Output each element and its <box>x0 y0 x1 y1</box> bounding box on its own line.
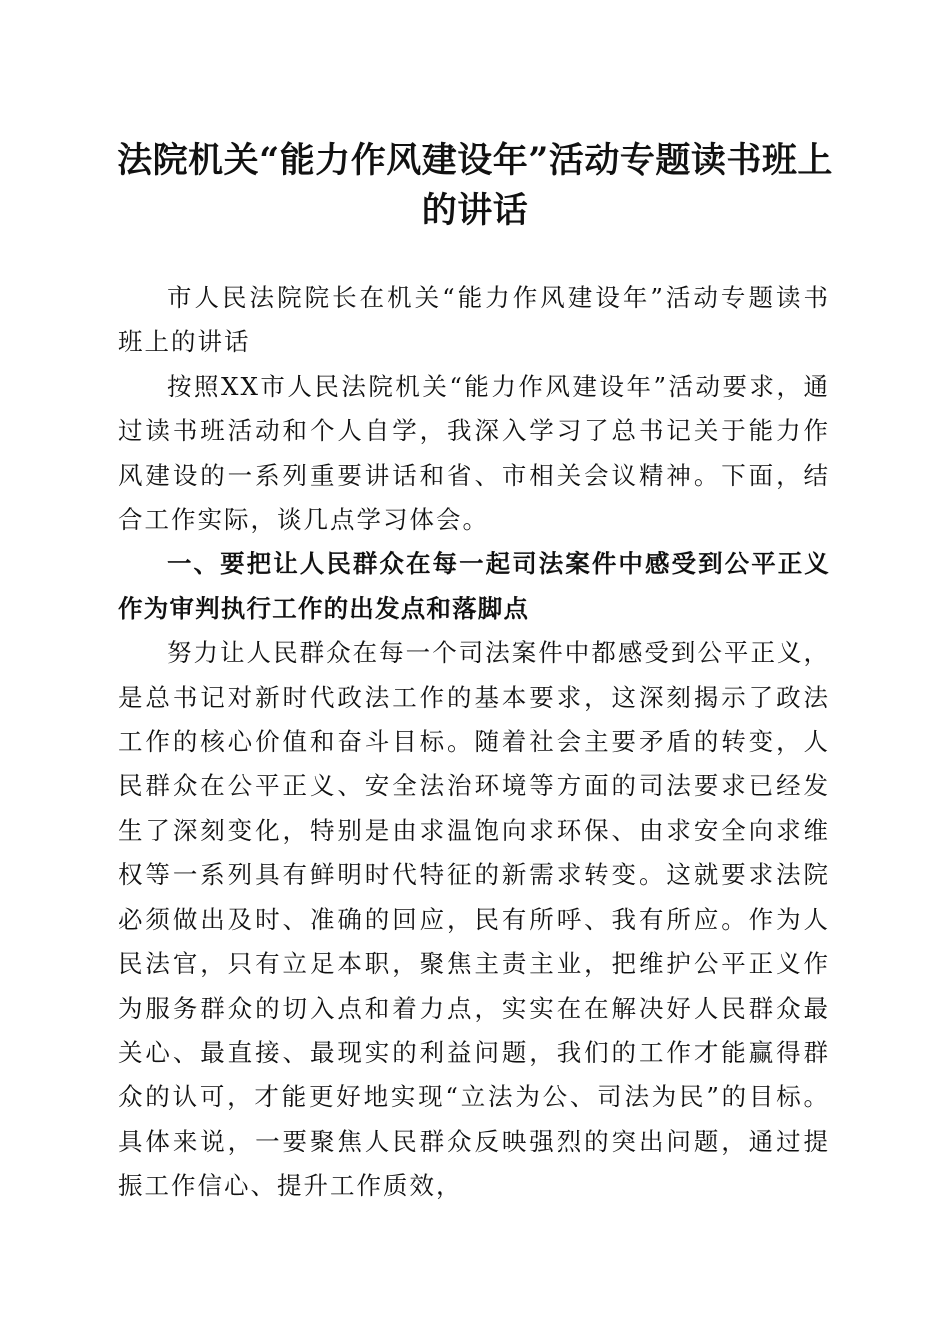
document-body <box>118 276 830 1209</box>
speech-subtitle-paragraph: 市人民法院院长在机关“能力作风建设年”活动专题读书班上的讲话 <box>118 283 830 357</box>
body-paragraph: 努力让人民群众在每一个司法案件中都感受到公平正义，是总书记对新时代政法工作的基本要求，这深刻揭示了政法工作的核心价值和奋斗目标。随着社会主要矛盾的转变，人民群众在公平正义、安全法治环境等方面的司法要求已经发生了深刻变化，特别是由求温饱向求环保、由求安全向求维权等一系列具有鲜明时代特征的新需求转变。这就要求法院必须做出及时、准确的回应，民有所呼、我有所应。作为人民法官，只有立足本职，聚焦主责主业，把维护公平正义作为服务群众的切入点和着力点，实实在在解决好人民群众最关心、最直接、最现实的利益问题，我们的工作才能赢得群众的认可，才能更好地实现“立法为公、司法为民”的目标。具体来说，一要聚焦人民群众反映强烈的突出问题，通过提振工作信心、提升工作质效， <box>118 638 830 1201</box>
document-title: 法院机关“能力作风建设年”活动专题读书班上的讲话 <box>117 140 833 231</box>
section-heading-1: 一、要把让人民群众在每一起司法案件中感受到公平正义作为审判执行工作的出发点和落脚点 <box>118 549 830 623</box>
intro-paragraph: 按照XX市人民法院机关“能力作风建设年”活动要求，通过读书班活动和个人自学，我深入学习了总书记关于能力作风建设的一系列重要讲话和省、市相关会议精神。下面，结合工作实际，谈几点学习体会。 <box>118 371 830 535</box>
